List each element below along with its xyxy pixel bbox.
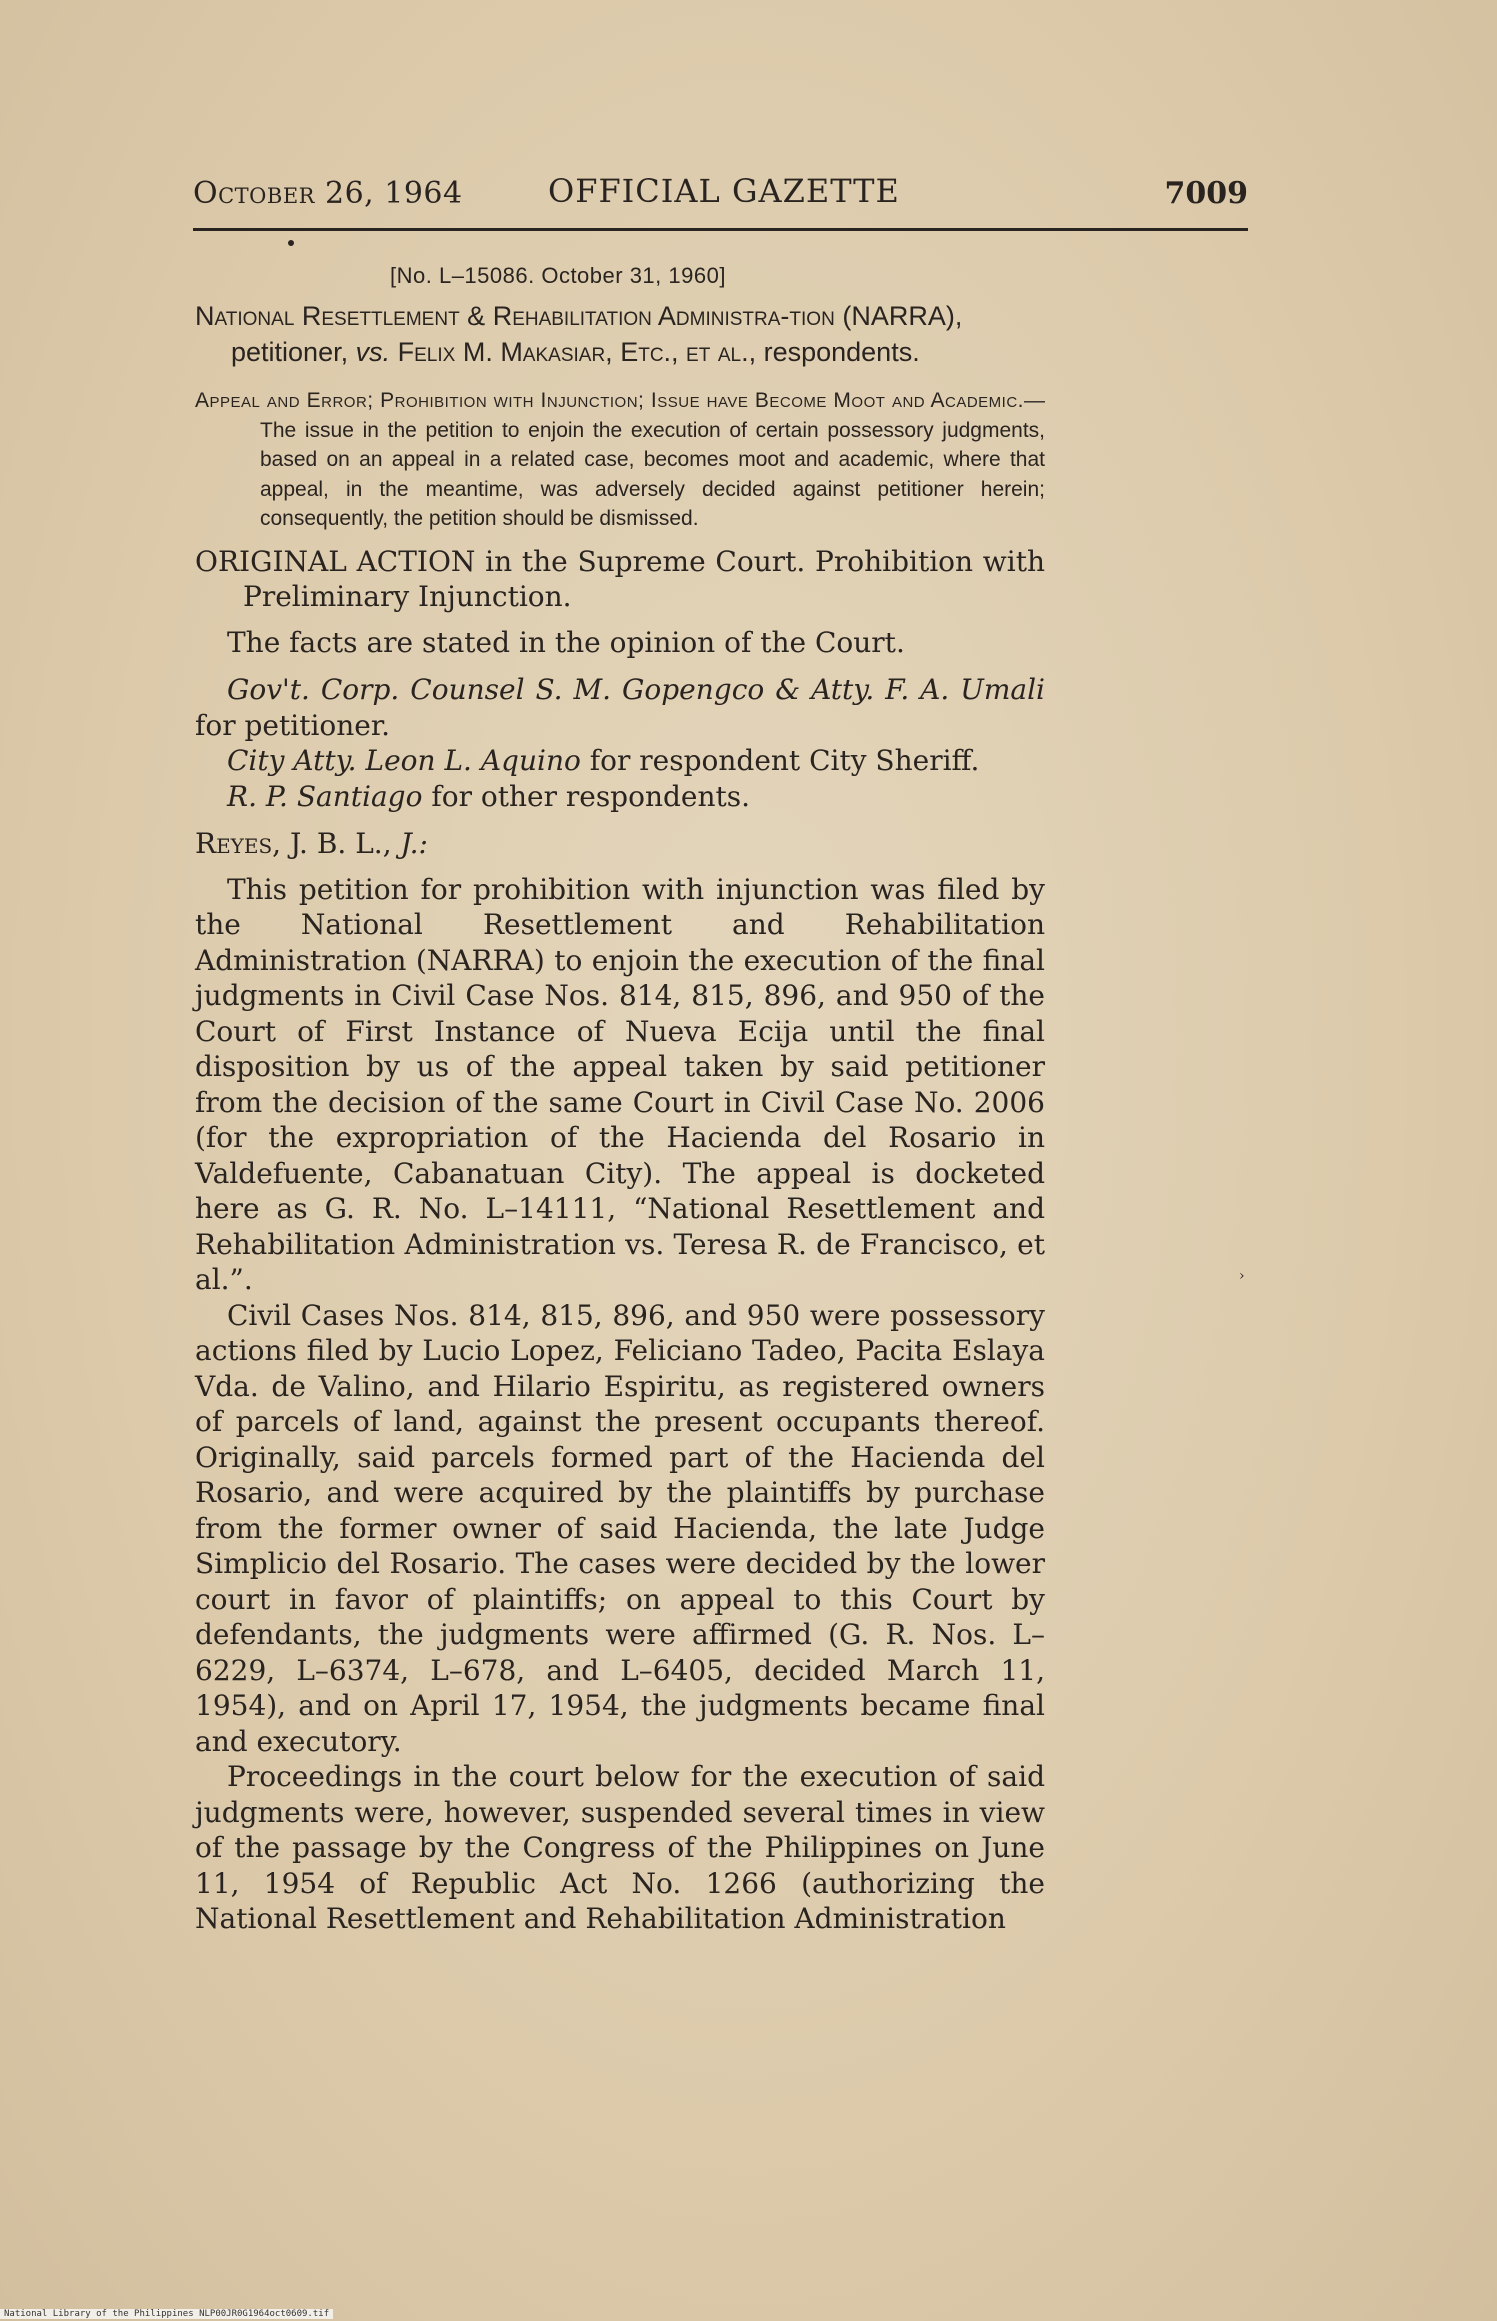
counsel-others	[195, 779, 1045, 815]
margin-mark: ›	[1239, 1268, 1245, 1284]
case-body	[195, 258, 1045, 1937]
counsel-petitioner-name: Gov't. Corp. Counsel S. M. Gopengco & Atty. F. A. Umali	[227, 673, 1045, 706]
judge-name: Reyes, J. B. L.,	[195, 827, 401, 860]
case-number: [No. L–15086. October 31, 1960]	[390, 263, 726, 288]
counsel-petitioner	[195, 672, 1045, 743]
opinion-paragraph-2: Civil Cases Nos. 814, 815, 896, and 950 were possessory actions filed by Lucio Lopez, Feliciano Tadeo, Pacita Eslaya Vda. de Valino, and Hilario Espiritu, as registered owners of parcels of land, against the present occupants thereof. Originally, said parcels formed part of the Hacienda del Rosario, and were acquired by the plaintiffs by purchase from the former owner of said Hacienda, the late Judge Simplicio del Rosario. The cases were decided by the lower court in favor of plaintiffs; on appeal to this Court by defendants, the judgments were affirmed (G. R. Nos. L–6229, L–6374, L–678, and L–6405, decided March 11, 1954), and on April 17, 1954, the judgments became final and executory.	[195, 1298, 1045, 1758]
counsel-sheriff	[195, 743, 1045, 779]
opinion-paragraph-1: This petition for prohibition with injunction was filed by the National Resettlement and Rehabilitation Administration (NARRA) to enjoin the execution of the final judgments in Civil Case Nos. 814, 815, 896, and 950 of the Court of First Instance of Nueva Ecija until the final disposition by us of the appeal taken by said petitioner from the decision of the same Court in Civil Case No. 2006 (for the expropriation of the Hacienda del Rosario in Valdefuente, Cabanatuan City). The appeal is docketed here as G. R. No. L–14111, “National Resettlement and Rehabilitation Administration vs. Teresa R. de Francisco, et al.”.	[195, 872, 1045, 1296]
header-rule	[193, 228, 1248, 231]
party-respondent: Felix M. Makasiar,	[397, 337, 613, 367]
counsel-petitioner-role: for petitioner.	[195, 708, 391, 742]
header-date: October 26, 1964	[193, 176, 463, 211]
ponente	[195, 826, 1045, 862]
counsel-others-name: R. P. Santiago	[227, 779, 423, 813]
scan-footer: National Library of the Philippines NLP00JR0G1964oct0609.tif	[0, 2309, 333, 2319]
syllabus	[195, 386, 1045, 534]
case-parties	[195, 298, 1045, 370]
versus: vs.	[355, 337, 391, 367]
running-header	[193, 172, 1248, 222]
publication-title: OFFICIAL GAZETTE	[548, 172, 900, 210]
facts-statement: The facts are stated in the opinion of the Court.	[227, 625, 905, 659]
petitioner-label: (NARRA), petitioner,	[231, 301, 963, 367]
syllabus-text: —The issue in the petition to enjoin the execution of certain possessory judgments, based on an appeal in a related case, becomes moot and academic, where that appeal, in the meantime, was adversely decided against petitioner herein; consequently, the petition should be dismissed.	[260, 389, 1045, 530]
party-etc: Etc., et al.,	[620, 337, 757, 367]
opinion-paragraph-3: Proceedings in the court below for the execution of said judgments were, however, suspended several times in view of the passage by the Congress of the Philippines on June 11, 1954 of Republic Act No. 1266 (authorizing the National Resettlement and Rehabilitation Administration	[195, 1760, 1045, 1935]
counsel-others-role: for other respondents.	[422, 779, 751, 813]
original-action: ORIGINAL ACTION in the Supreme Court. Prohibition with Preliminary Injunction.	[195, 544, 1045, 613]
page-number: 7009	[1164, 176, 1248, 211]
counsel-sheriff-name: City Atty. Leon L. Aquino	[227, 744, 581, 777]
counsel-sheriff-role: for respondent City Sheriff.	[580, 744, 980, 777]
party-petitioner: National Resettlement & Rehabilitation Administra-tion	[195, 301, 835, 331]
syllabus-heading: Appeal and Error; Prohibition with Injunction; Issue have Become Moot and Academic.	[195, 389, 1024, 412]
judge-title: J.:	[400, 827, 428, 860]
ink-dot	[288, 240, 294, 246]
respondents-label: respondents.	[763, 337, 920, 367]
